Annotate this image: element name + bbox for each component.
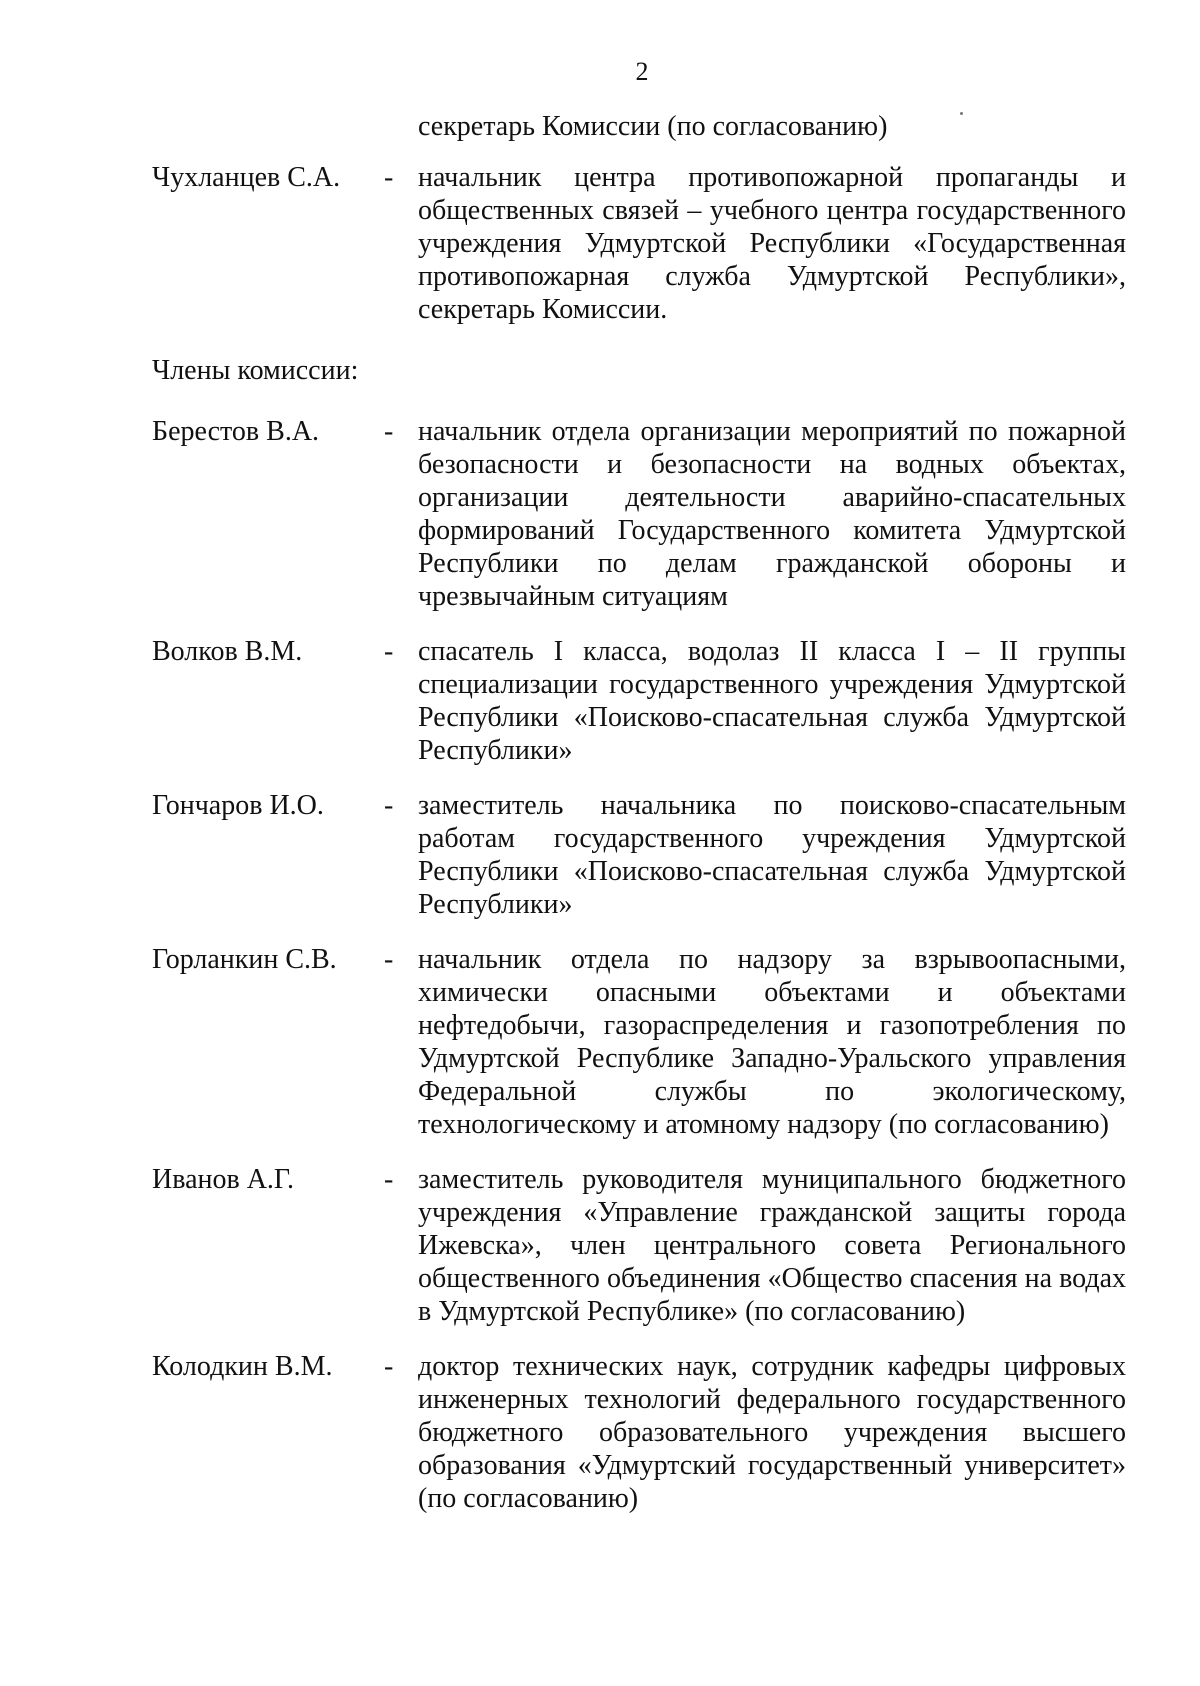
dash: - [384, 1351, 394, 1382]
person-role: доктор технических наук, сотрудник кафедры цифровых инженерных технологий федерального государственного бюджетного образовательного учреждения высшего образования «Удмуртский государственный университет» (по согласованию) [418, 1351, 1126, 1514]
list-item [152, 1350, 1126, 1515]
person-role: заместитель начальника по поисково-спасательным работам государственного учреждения Удмуртской Республики «Поисково-спасательная служба Удмуртской Республики» [418, 790, 1126, 920]
person-name: Иванов А.Г. [152, 1164, 294, 1195]
person-name: Волков В.М. [152, 636, 303, 667]
person-name: Берестов В.А. [152, 416, 320, 447]
dash: - [384, 162, 394, 193]
dash: - [384, 790, 394, 821]
list-item [152, 1163, 1126, 1328]
person-role: начальник центра противопожарной пропаганды и общественных связей – учебного центра государственного учреждения Удмуртской Республики «Государственная противопожарная служба Удмуртской Республики», секретарь Комиссии. [418, 162, 1126, 325]
members-heading: Члены комиссии: [152, 355, 359, 386]
person-role: начальник отдела по надзору за взрывоопасными, химически опасными объектами и объектами нефтедобычи, газораспределения и газопотребления по Удмуртской Республике Западно-Уральского управления Федеральной службы по экологическому, технологическому и атомному надзору (по согласованию) [418, 944, 1126, 1140]
list-item [152, 635, 1126, 767]
dash: - [384, 416, 394, 447]
page-number: 2 [635, 57, 649, 86]
dash: - [384, 944, 394, 975]
continuation-line: секретарь Комиссии (по согласованию) [418, 111, 888, 142]
person-role: заместитель руководителя муниципального бюджетного учреждения «Управление гражданской защиты города Ижевска», член центрального совета Регионального общественного объединения «Общество спасения на водах в Удмуртской Республике» (по согласованию) [418, 1164, 1126, 1327]
list-item [152, 943, 1126, 1141]
dash: - [384, 636, 394, 667]
list-item [152, 789, 1126, 921]
person-name: Чухланцев С.А. [152, 162, 341, 193]
document-body [152, 110, 1126, 1515]
list-item [152, 415, 1126, 613]
person-role: начальник отдела организации мероприятий по пожарной безопасности и безопасности на водных объектах, организации деятельности аварийно-спасательных формирований Государственного комитета Удмуртской Республики по делам гражданской обороны и чрезвычайным ситуациям [418, 416, 1126, 612]
list-item [152, 161, 1126, 326]
person-name: Гончаров И.О. [152, 790, 324, 821]
person-name: Колодкин В.М. [152, 1351, 333, 1382]
person-role: спасатель I класса, водолаз II класса I – II группы специализации государственного учреждения Удмуртской Республики «Поисково-спасательная служба Удмуртской Республики» [418, 636, 1126, 766]
dash: - [384, 1164, 394, 1195]
person-name: Горланкин С.В. [152, 944, 337, 975]
